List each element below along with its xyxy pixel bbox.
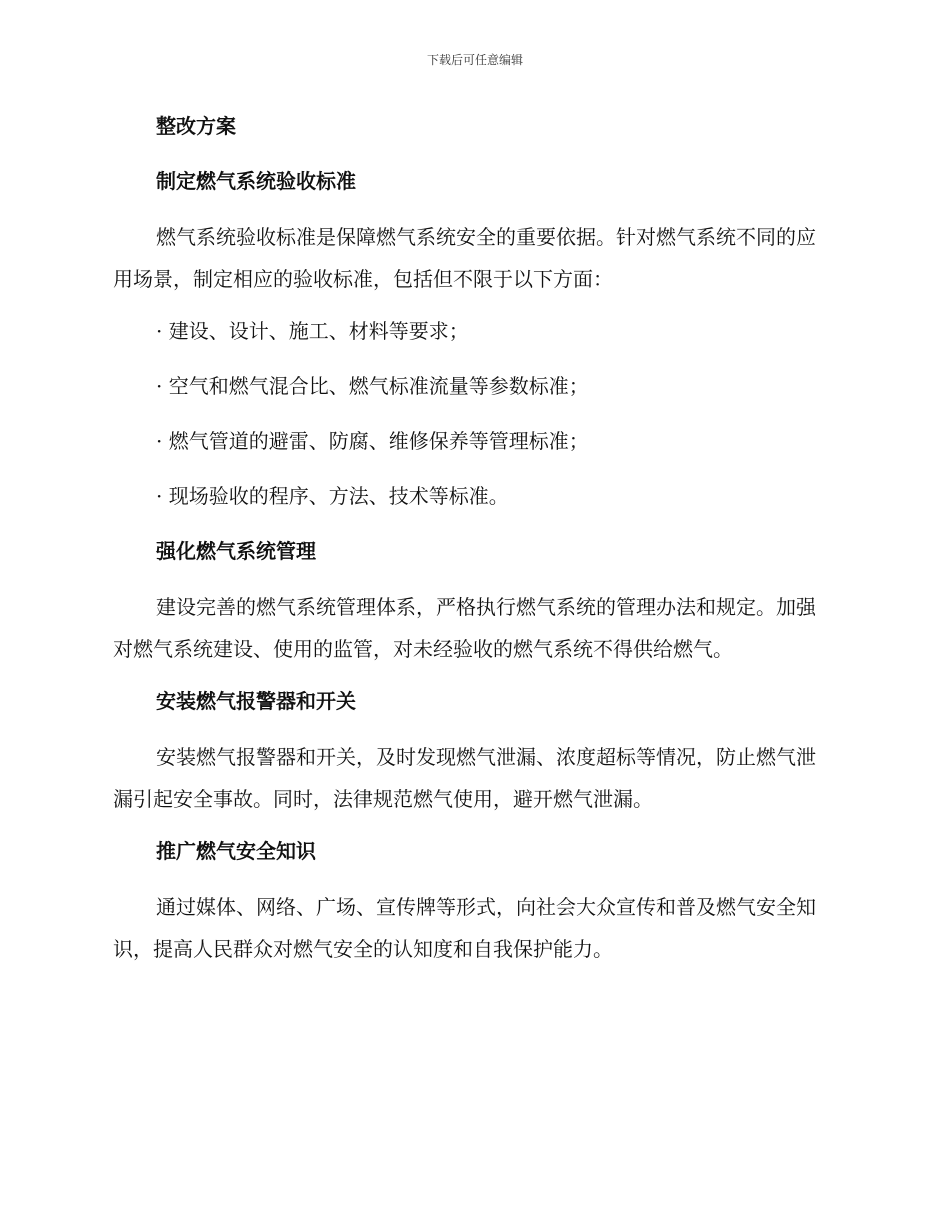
section-heading: 安装燃气报警器和开关 (156, 689, 356, 713)
section-paragraph: 建设完善的燃气系统管理体系，严格执行燃气系统的管理办法和规定。加强对燃气系统建设、使用的监管，对未经验收的燃气系统不得供给燃气。 (113, 595, 816, 661)
bullet-item: · 建设、设计、施工、材料等要求； (156, 319, 469, 343)
section-heading: 强化燃气系统管理 (156, 539, 316, 563)
bullet-item: · 现场验收的程序、方法、技术等标准。 (156, 484, 509, 508)
document-title: 整改方案 (156, 114, 236, 138)
section-heading: 推广燃气安全知识 (156, 839, 316, 863)
bullet-item: · 燃气管道的避雷、防腐、维修保养等管理标准； (156, 429, 589, 453)
document-body (113, 106, 833, 981)
section-paragraph: 燃气系统验收标准是保障燃气系统安全的重要依据。针对燃气系统不同的应用场景，制定相应的验收标准，包括但不限于以下方面： (113, 225, 816, 291)
section-heading: 制定燃气系统验收标准 (156, 169, 356, 193)
page-header: 下载后可任意编辑 (426, 53, 523, 67)
section-paragraph: 安装燃气报警器和开关，及时发现燃气泄漏、浓度超标等情况，防止燃气泄漏引起安全事故。同时，法律规范燃气使用，避开燃气泄漏。 (113, 745, 816, 811)
bullet-item: · 空气和燃气混合比、燃气标准流量等参数标准； (156, 374, 589, 398)
section-paragraph: 通过媒体、网络、广场、宣传牌等形式，向社会大众宣传和普及燃气安全知识，提高人民群众对燃气安全的认知度和自我保护能力。 (113, 895, 816, 961)
